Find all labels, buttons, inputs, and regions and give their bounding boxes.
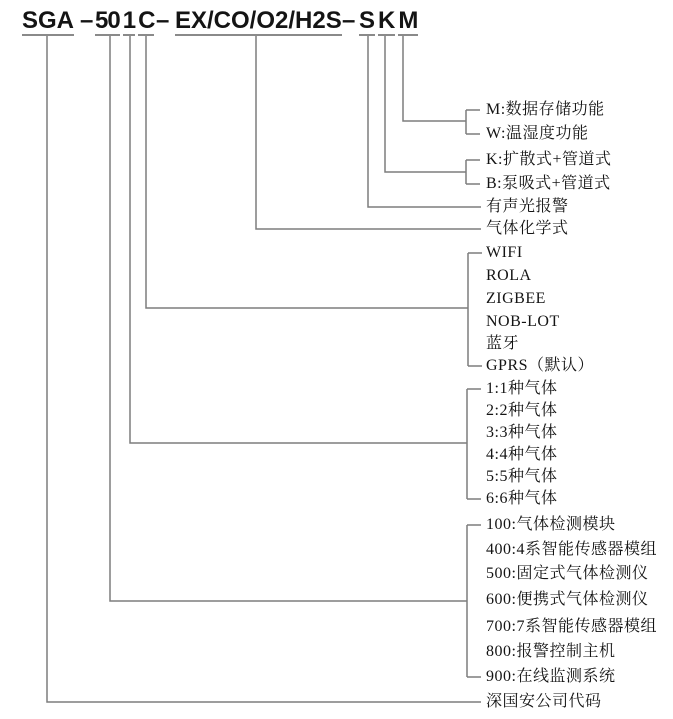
label-comm-gprs: GPRS（默认）	[486, 357, 595, 374]
title-series-block	[95, 8, 154, 36]
connector-storage-bracket	[403, 34, 480, 134]
label-gas-formula: 气体化学式	[486, 220, 569, 237]
label-storage-w: W:温湿度功能	[486, 125, 589, 142]
label-sampling-b: B:泵吸式+管道式	[486, 175, 611, 192]
label-gas-count-3: 3:3种气体	[486, 424, 558, 441]
connector-comm-bracket	[146, 34, 482, 366]
connector-sampling-bracket	[385, 34, 480, 184]
title-dash-2: –	[156, 7, 170, 34]
label-gas-count-1: 1:1种气体	[486, 380, 558, 397]
label-gas-count-5: 5:5种气体	[486, 468, 558, 485]
title-gas-count-digit: 1	[122, 7, 136, 34]
label-series-700: 700:7系智能传感器模组	[486, 618, 657, 635]
title-gas-list: EX/CO/O2/H2S	[175, 7, 342, 34]
label-series-900: 900:在线监测系统	[486, 668, 616, 685]
title-comm-letter: C	[138, 7, 155, 34]
title-letter-m: M	[398, 7, 419, 34]
title-series-digits: 50	[95, 7, 120, 34]
label-series-800: 800:报警控制主机	[486, 643, 616, 660]
title-dash-3: –	[342, 7, 356, 34]
label-sampling-k: K:扩散式+管道式	[486, 151, 612, 168]
label-gas-count-6: 6:6种气体	[486, 490, 558, 507]
connector-series-bracket	[110, 34, 481, 677]
label-series-500: 500:固定式气体检测仪	[486, 565, 649, 582]
label-company-code: 深国安公司代码	[486, 693, 602, 710]
title-suffix-block	[359, 8, 418, 36]
connector-sga-company	[47, 34, 481, 702]
label-series-400: 400:4系智能传感器模组	[486, 541, 657, 558]
title-letter-k: K	[378, 7, 396, 34]
label-series-100: 100:气体检测模块	[486, 516, 616, 533]
label-alarm: 有声光报警	[486, 198, 569, 215]
connector-gas-count-bracket	[130, 34, 481, 499]
label-series-600: 600:便携式气体检测仪	[486, 591, 649, 608]
label-comm-rola: ROLA	[486, 267, 532, 284]
label-comm-noblot: NOB-LOT	[486, 313, 560, 330]
title-company-code: SGA	[22, 7, 75, 34]
title-letter-s: S	[359, 7, 376, 34]
title-dash-1: –	[80, 7, 94, 34]
label-gas-count-4: 4:4种气体	[486, 446, 558, 463]
label-comm-bluetooth: 蓝牙	[486, 335, 520, 352]
label-comm-wifi: WIFI	[486, 244, 523, 261]
label-comm-zigbee: ZIGBEE	[486, 290, 546, 307]
label-storage-m: M:数据存储功能	[486, 101, 605, 118]
label-gas-count-2: 2:2种气体	[486, 402, 558, 419]
